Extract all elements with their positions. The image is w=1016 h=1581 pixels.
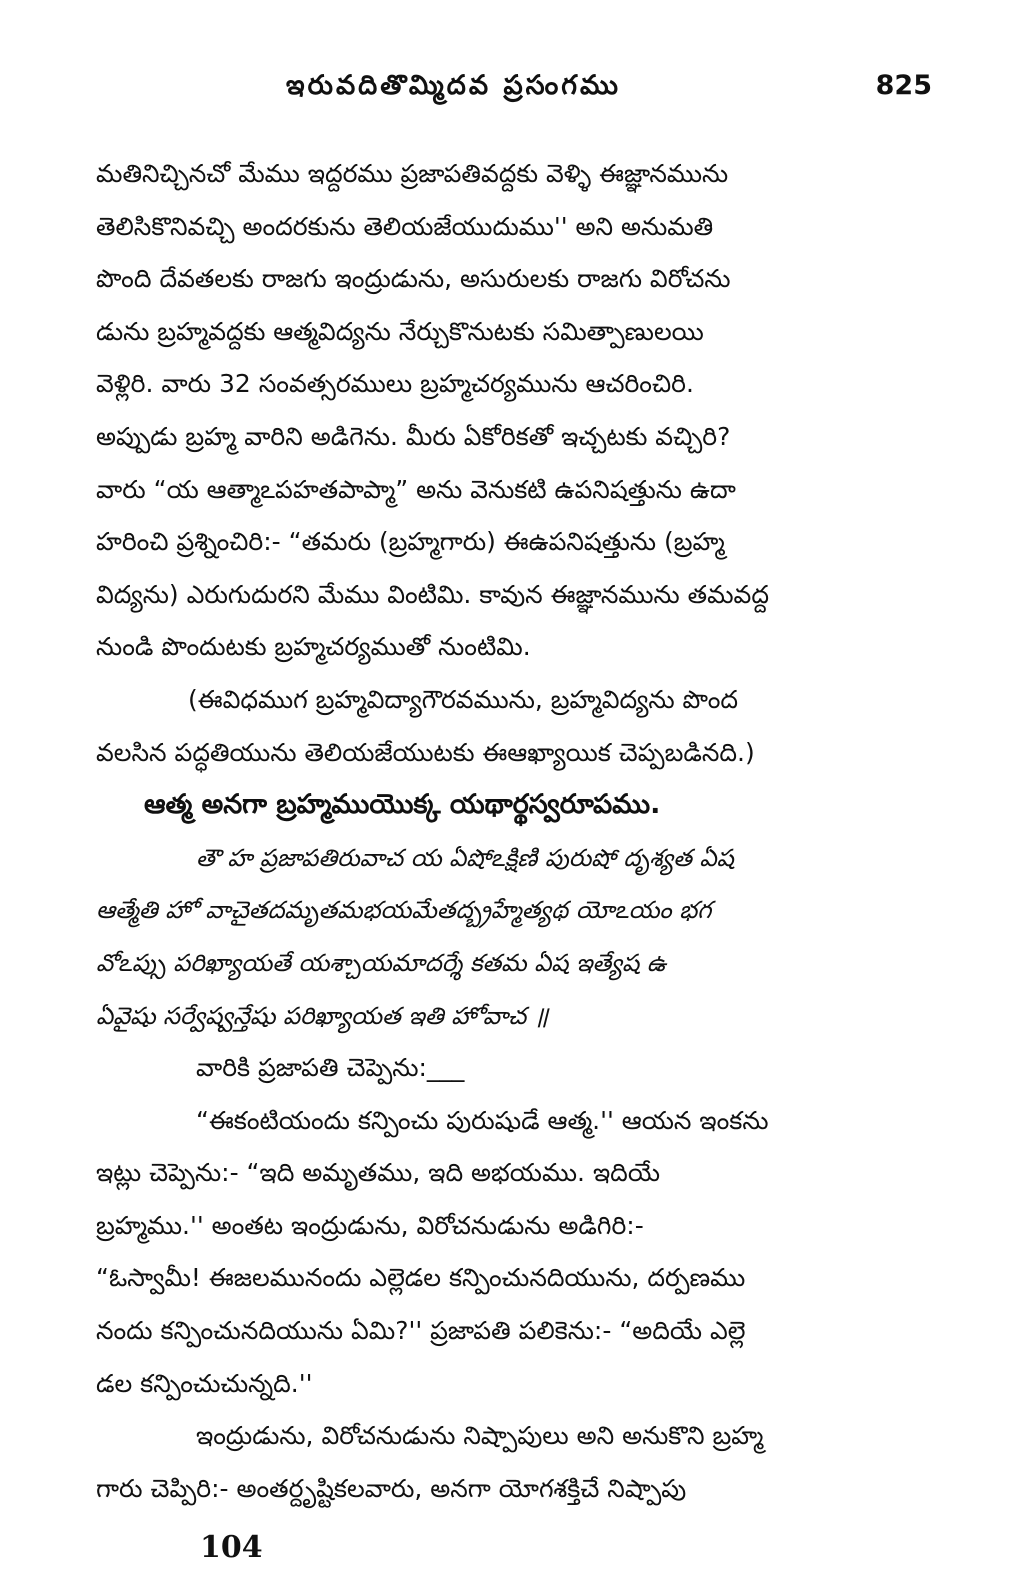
text-line: మతినిచ్చినచో మేము ఇద్దరము ప్రజాపతివద్దకు వెళ్ళి ఈజ్ఞానమును [96, 159, 729, 188]
text-line: “ఓస్వామీ! ఈజలమునందు ఎల్లెడల కన్పించునదియును, దర్పణము [96, 1263, 746, 1293]
sanskrit-verse-line: ఆత్మేతి హో వాచైతదమృతమభయమేతద్బ్రహ్మేత్యథ యోఽయం భగ [96, 896, 712, 925]
text-line: ఇట్లు చెప్పెను:- “ఇది అమృతము, ఇది అభయము. ఇదియే [96, 1158, 660, 1188]
text-line: డును బ్రహ్మవద్దకు ఆత్మవిద్యను నేర్చుకొనుటకు సమిత్పాణులయి [96, 316, 704, 346]
text-line: గారు చెప్పిరి:- అంతర్దృష్టికలవారు, అనగా యోగశక్తిచే నిష్పాపు [96, 1473, 687, 1503]
page-header [96, 70, 932, 114]
text-line: బ్రహ్మము.'' అంతట ఇంద్రుడును, విరోచనుడును అడిగిరి:- [96, 1210, 644, 1240]
text-line: వెళ్లిరి. వారు 32 సంవత్సరములు బ్రహ్మచర్యమును ఆచరించిరి. [96, 369, 694, 399]
section-heading: ఆత్మ అనగా బ్రహ్మముయొక్క యథార్థస్వరూపము. [144, 789, 661, 821]
body-text [96, 148, 932, 1515]
text-line: పొంది దేవతలకు రాజగు ఇంద్రుడును, అసురులకు రాజగు విరోచను [96, 264, 731, 294]
running-title: ఇరువదితొమ్మిదవ ప్రసంగము [286, 70, 621, 101]
text-line: వారికి ప్రజాపతి చెప్పెను:___ [196, 1053, 465, 1083]
text-line: విద్యను) ఎరుగుదురని మేము వింటిమి. కావున ఈజ్ఞానమును తమవద్ద [96, 579, 769, 609]
text-line: అప్పుడు బ్రహ్మ వారిని అడిగెను. మీరు ఏకోరికతో ఇచ్చటకు వచ్చిరి? [96, 421, 731, 451]
sanskrit-verse-line: తౌ హ ప్రజాపతిరువాచ య ఏషోఽక్షిణి పురుషో దృశ్యత ఏష [196, 843, 734, 872]
text-line: తెలిసికొనివచ్చి అందరకును తెలియజేయుదుము'' అని అనుమతి [96, 211, 714, 241]
sanskrit-verse-line: వోఽప్సు పరిఖ్యాయతే యశ్చాయమాదర్శే కతమ ఏష ఇత్యేష ఉ [96, 948, 666, 977]
parenthetical-line: (ఈవిధముగ బ్రహ్మవిద్యాగౌరవమును, బ్రహ్మవిద్యను పొంద [188, 684, 739, 714]
text-line: “ఈకంటియందు కన్పించు పురుషుడే ఆత్మ.'' ఆయన ఇంకను [196, 1105, 769, 1135]
text-line: నందు కన్పించునదియును ఏమి?'' ప్రజాపతి పలికెను:- “అదియే ఎల్లె [96, 1316, 746, 1346]
parenthetical-line: వలసిన పద్ధతియును తెలియజేయుటకు ఈఆఖ్యాయిక చెప్పబడినది.) [96, 737, 755, 767]
text-line: డల కన్పించుచున్నది.'' [96, 1368, 313, 1398]
page-number-bottom: 104 [200, 1530, 263, 1565]
text-line: ఇంద్రుడును, విరోచనుడును నిష్పాపులు అని అనుకొని బ్రహ్మ [196, 1421, 764, 1451]
page-number-top: 825 [875, 70, 932, 101]
text-line: నుండి పొందుటకు బ్రహ్మచర్యముతో నుంటిమి. [96, 632, 531, 662]
text-line: హరించి ప్రశ్నించిరి:- “తమరు (బ్రహ్మగారు) ఈఉపనిషత్తును (బ్రహ్మ [96, 527, 725, 557]
text-line: వారు “య ఆత్మాఽపహతపాప్మా” అను వెనుకటి ఉపనిషత్తును ఉదా [96, 474, 736, 504]
sanskrit-verse-line: ఏవైషు సర్వేష్వన్తేషు పరిఖ్యాయత ఇతి హోవాచ ॥ [96, 1001, 549, 1030]
